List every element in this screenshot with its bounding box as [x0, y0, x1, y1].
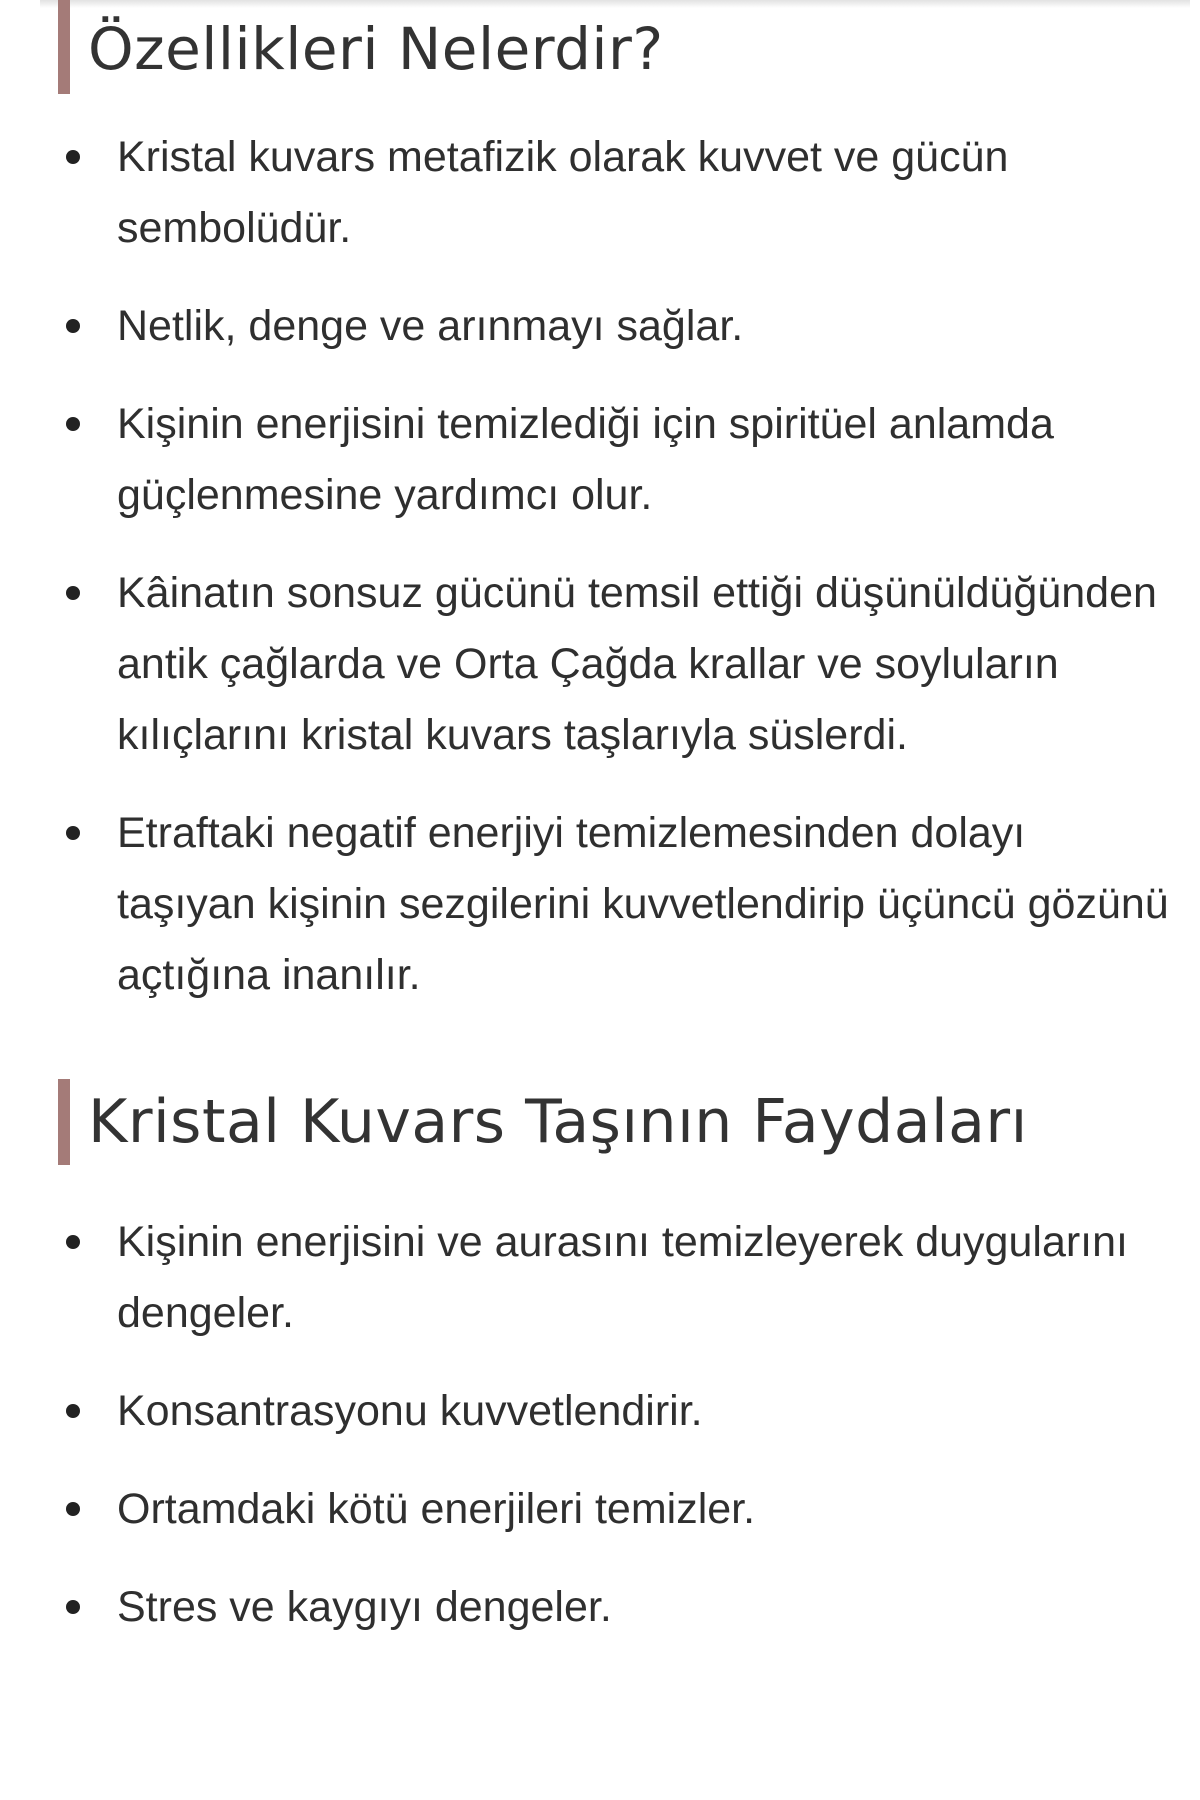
bullet-icon — [66, 319, 80, 333]
list-item-text: Kristal kuvars metafizik olarak kuvvet ve gücün sembolüdür. — [117, 133, 1009, 252]
heading-accent-bar — [58, 0, 70, 94]
list-item — [0, 558, 1200, 771]
list-item-text: Ortamdaki kötü enerjileri temizler. — [117, 1485, 756, 1533]
list-item-text: Kişinin enerjisini ve aurasını temizleyerek duygularını dengeler. — [117, 1218, 1128, 1337]
bullet-icon — [66, 1404, 80, 1418]
section-heading-faydalar — [58, 1079, 1200, 1165]
list-item-text: Stres ve kaygıyı dengeler. — [117, 1583, 612, 1631]
bullet-icon — [66, 150, 80, 164]
list-item-text: Kişinin enerjisini temizlediği için spiritüel anlamda güçlenmesine yardımcı olur. — [117, 400, 1054, 519]
bullet-icon — [66, 1502, 80, 1516]
ozellikler-list — [0, 122, 1200, 1011]
list-item-text: Netlik, denge ve arınmayı sağlar. — [117, 302, 744, 350]
faydalar-list — [0, 1207, 1200, 1643]
heading-accent-bar — [58, 1079, 70, 1165]
list-item — [0, 1376, 1200, 1447]
list-item — [0, 798, 1200, 1011]
section-heading-text: Özellikleri Nelerdir? — [88, 15, 664, 83]
list-item-text: Etraftaki negatif enerjiyi temizlemesinden dolayı taşıyan kişinin sezgilerini kuvvetlendirip üçüncü gözünü açtığına inanılır. — [117, 809, 1169, 999]
bullet-icon — [66, 1235, 80, 1249]
list-item-text: Kâinatın sonsuz gücünü temsil ettiği düşünüldüğünden antik çağlarda ve Orta Çağda krallar ve soyluların kılıçlarını kristal kuvars taşlarıyla süslerdi. — [117, 569, 1157, 759]
section-heading-ozellikler — [58, 0, 1200, 94]
list-item — [0, 389, 1200, 531]
list-item — [0, 1207, 1200, 1349]
bullet-icon — [66, 586, 80, 600]
list-item — [0, 1572, 1200, 1643]
list-item-text: Konsantrasyonu kuvvetlendirir. — [117, 1387, 703, 1435]
bullet-icon — [66, 826, 80, 840]
section-heading-text: Kristal Kuvars Taşının Faydaları — [88, 1087, 1028, 1157]
list-item — [0, 1474, 1200, 1545]
list-item — [0, 291, 1200, 362]
list-item — [0, 122, 1200, 264]
bullet-icon — [66, 417, 80, 431]
bullet-icon — [66, 1600, 80, 1614]
